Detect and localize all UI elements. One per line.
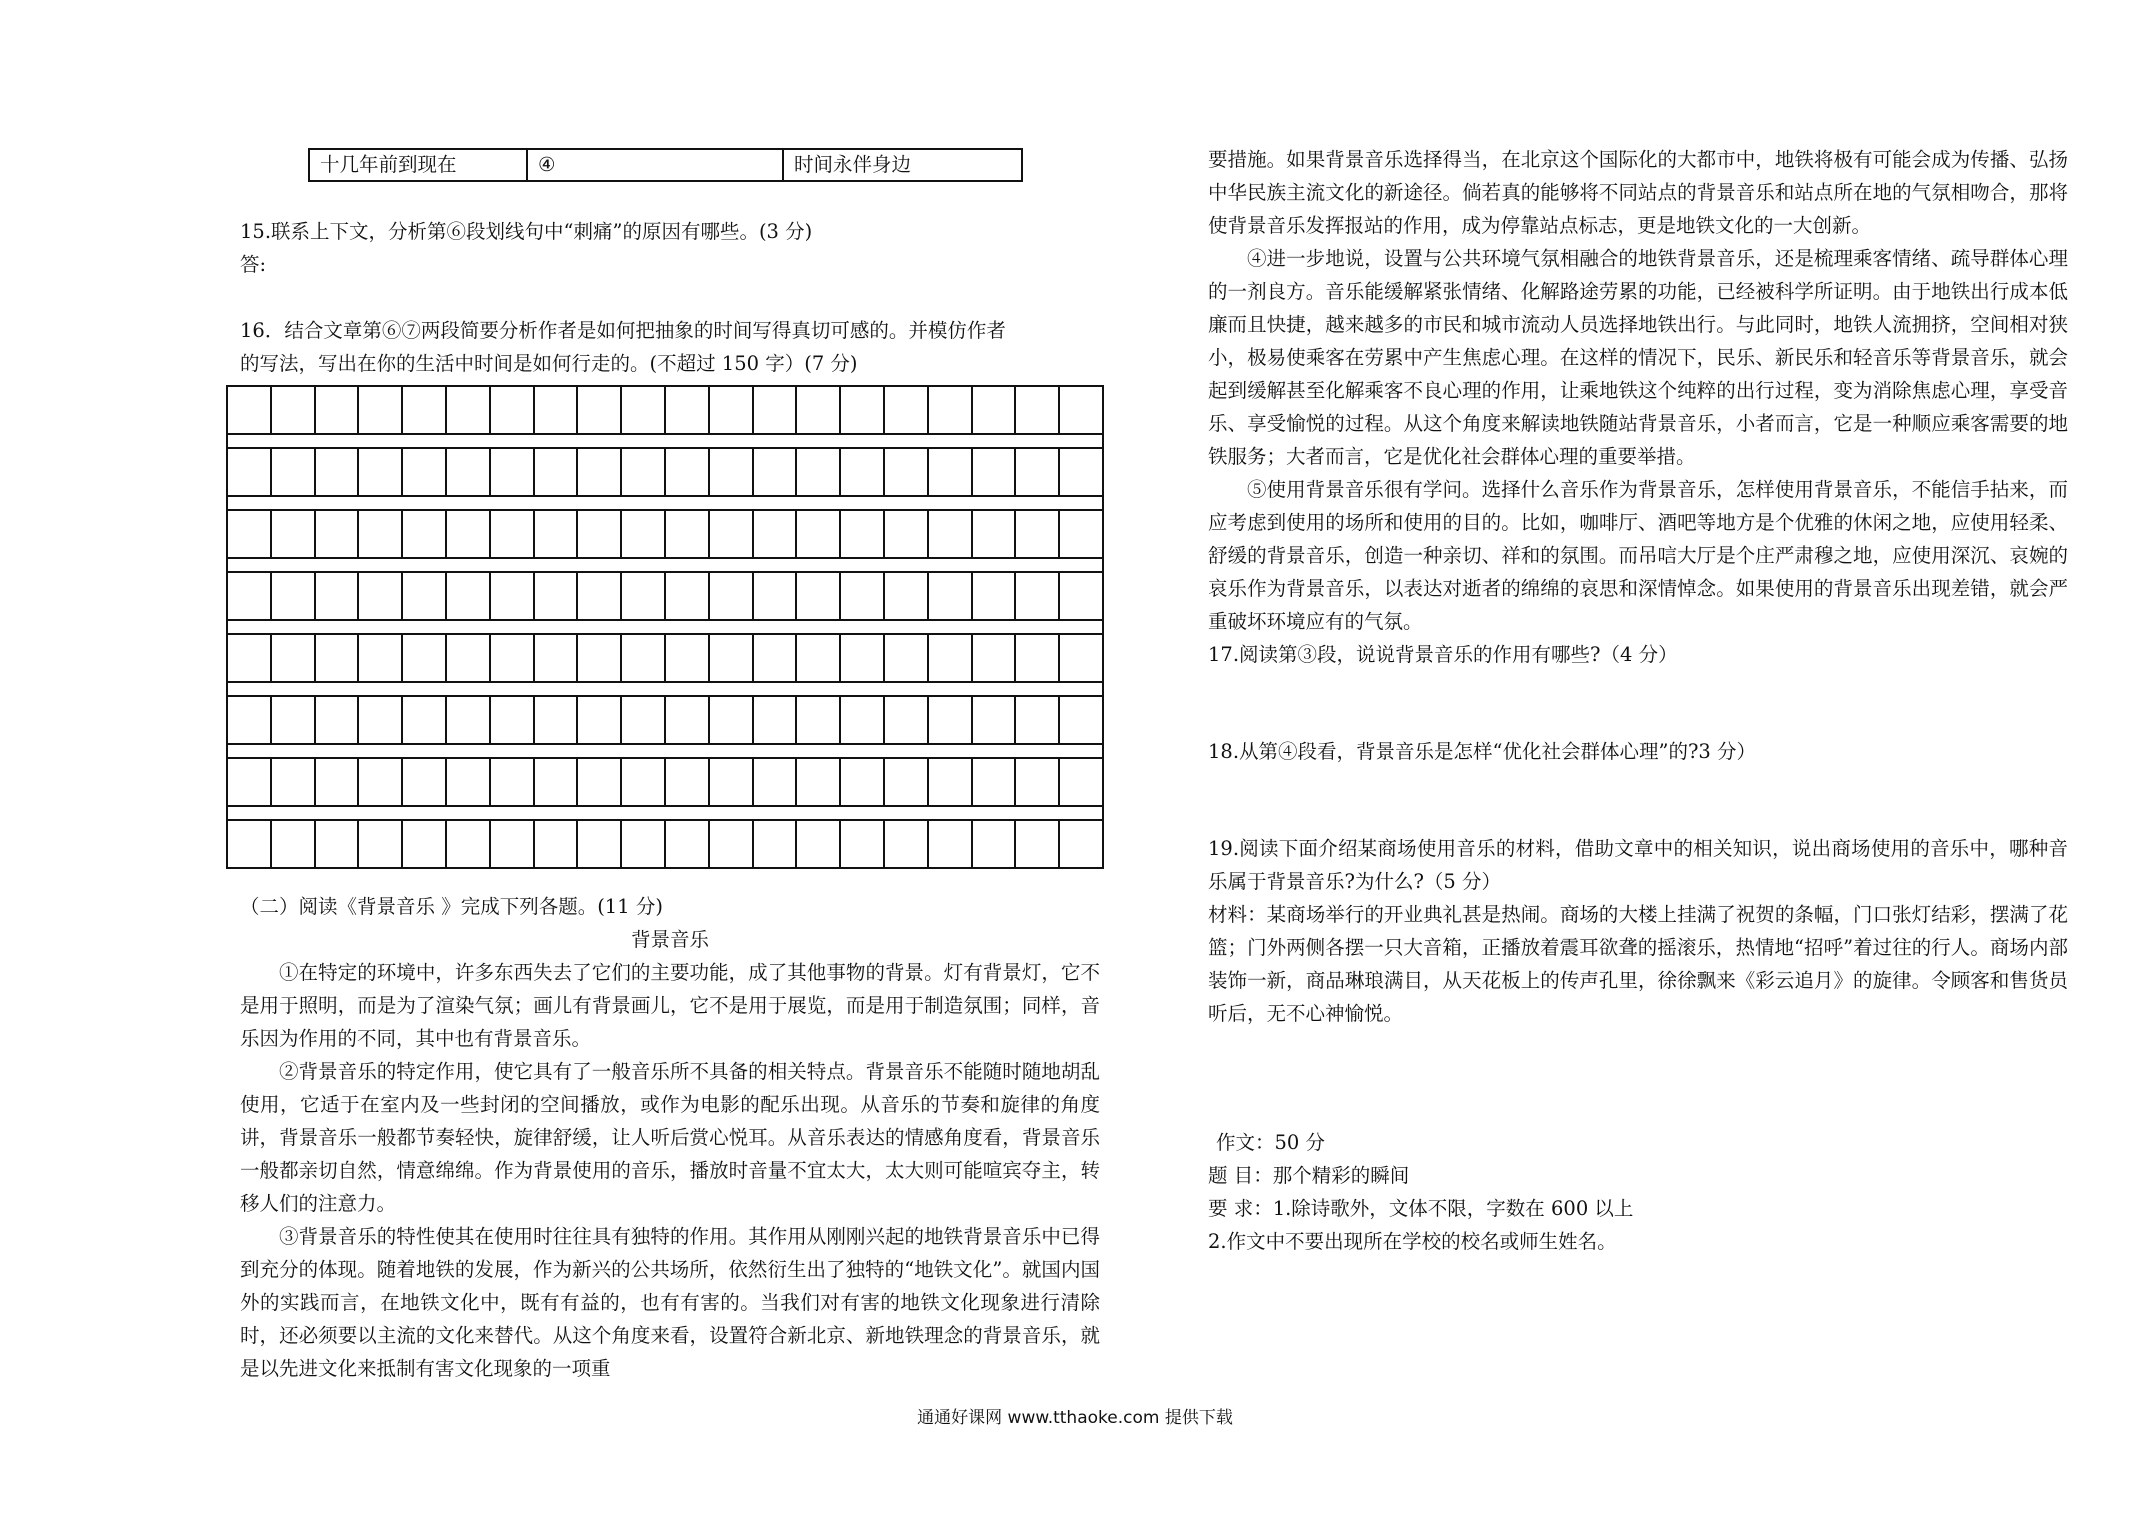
grid-cell[interactable] [316,759,360,805]
grid-cell[interactable] [797,449,841,495]
section-2-heading: （二）阅读《背景音乐 》完成下列各题。(11 分) [240,895,663,918]
grid-row [226,757,1104,805]
grid-cell[interactable] [885,573,929,619]
grid-cell[interactable] [1016,511,1060,557]
grid-cell[interactable] [754,449,798,495]
grid-cell[interactable] [710,387,754,433]
grid-cell[interactable] [885,759,929,805]
grid-cell[interactable] [535,759,579,805]
grid-cell[interactable] [491,449,535,495]
grid-cell[interactable] [403,573,447,619]
grid-cell[interactable] [841,573,885,619]
writing-grid[interactable] [226,385,1104,869]
grid-cell[interactable] [447,821,491,867]
grid-cell[interactable] [666,387,710,433]
grid-cell[interactable] [797,387,841,433]
grid-cell[interactable] [710,511,754,557]
grid-cell[interactable] [841,759,885,805]
grid-cell[interactable] [359,759,403,805]
footer-credit: 通通好课网 www.tthaoke.com 提供下载 [917,1408,1233,1428]
grid-cell[interactable] [447,697,491,743]
grid-cell[interactable] [1060,759,1102,805]
paragraph-1: ①在特定的环境中，许多东西失去了它们的主要功能，成了其他事物的背景。灯有背景灯，它不是用于照明，而是为了渲染气氛；画儿有背景画儿，它不是用于展览，而是用于制造氛围；同样，音乐因为作用的不同，其中也有背景音乐。 [240,961,1100,1050]
grid-cell[interactable] [1016,697,1060,743]
grid-cell[interactable] [754,511,798,557]
grid-cell[interactable] [359,635,403,681]
grid-cell[interactable] [754,387,798,433]
grid-cell[interactable] [710,449,754,495]
grid-row [226,819,1104,867]
grid-cell[interactable] [228,387,272,433]
grid-cell[interactable] [841,449,885,495]
grid-cell[interactable] [1060,449,1102,495]
grid-cell[interactable] [272,697,316,743]
grid-cell[interactable] [359,697,403,743]
grid-cell[interactable] [885,449,929,495]
grid-cell[interactable] [929,759,973,805]
grid-cell[interactable] [403,449,447,495]
grid-spacer [226,619,1104,633]
answer-label: 答: [240,253,267,276]
grid-cell[interactable] [403,635,447,681]
grid-cell[interactable] [272,573,316,619]
grid-cell[interactable] [666,697,710,743]
grid-cell[interactable] [272,449,316,495]
grid-cell[interactable] [622,387,666,433]
grid-cell[interactable] [666,635,710,681]
grid-cell[interactable] [228,759,272,805]
grid-cell[interactable] [973,759,1017,805]
grid-cell[interactable] [578,511,622,557]
grid-cell[interactable] [841,821,885,867]
grid-cell[interactable] [797,697,841,743]
grid-cell[interactable] [666,759,710,805]
grid-cell[interactable] [272,759,316,805]
grid-cell[interactable] [754,821,798,867]
grid-cell[interactable] [622,821,666,867]
grid-cell[interactable] [710,697,754,743]
grid-cell[interactable] [929,821,973,867]
grid-cell[interactable] [797,821,841,867]
table-cell: 时间永伴身边 [783,149,1022,181]
grid-row [226,571,1104,619]
grid-cell[interactable] [885,635,929,681]
grid-cell[interactable] [228,697,272,743]
grid-cell[interactable] [272,635,316,681]
grid-cell[interactable] [1016,449,1060,495]
right-column [1208,143,2068,1258]
grid-cell[interactable] [316,449,360,495]
table-cell: 十几年前到现在 [309,149,527,181]
grid-cell[interactable] [1016,759,1060,805]
grid-cell[interactable] [403,387,447,433]
grid-cell[interactable] [403,821,447,867]
grid-cell[interactable] [1016,821,1060,867]
grid-cell[interactable] [316,511,360,557]
grid-cell[interactable] [578,821,622,867]
grid-cell[interactable] [973,573,1017,619]
grid-cell[interactable] [578,697,622,743]
grid-cell[interactable] [359,821,403,867]
grid-cell[interactable] [578,759,622,805]
grid-cell[interactable] [1060,573,1102,619]
grid-cell[interactable] [578,635,622,681]
grid-cell[interactable] [622,759,666,805]
question-19: 19.阅读下面介绍某商场使用音乐的材料，借助文章中的相关知识，说出商场使用的音乐中，哪种音乐属于背景音乐?为什么?（5 分） [1208,837,2068,893]
question-16-line2: 的写法，写出在你的生活中时间是如何行走的。(不超过 150 字）(7 分) [240,352,858,375]
grid-spacer [226,681,1104,695]
grid-cell[interactable] [403,511,447,557]
grid-cell[interactable] [447,387,491,433]
grid-row [226,447,1104,495]
paragraph-3-continued: 要措施。如果背景音乐选择得当，在北京这个国际化的大都市中，地铁将极有可能会成为传播、弘扬中华民族主流文化的新途径。倘若真的能够将不同站点的背景音乐和站点所在地的气氛相吻合，那将使背景音乐发挥报站的作用，成为停靠站点标志，更是地铁文化的一大创新。 [1208,148,2068,237]
grid-cell[interactable] [272,511,316,557]
grid-spacer [226,495,1104,509]
grid-cell[interactable] [272,821,316,867]
grid-cell[interactable] [491,511,535,557]
grid-cell[interactable] [535,573,579,619]
essay-requirement-1: 要 求：1.除诗歌外，文体不限，字数在 600 以上 [1208,1197,1634,1220]
grid-cell[interactable] [929,387,973,433]
grid-cell[interactable] [228,573,272,619]
grid-cell[interactable] [885,387,929,433]
essay-title: 题 目：那个精彩的瞬间 [1208,1164,1410,1187]
material-text: 材料：某商场举行的开业典礼甚是热闹。商场的大楼上挂满了祝贺的条幅，门口张灯结彩，摆满了花篮；门外两侧各摆一只大音箱，正播放着震耳欲聋的摇滚乐，热情地“招呼”着过往的行人。商场内部装饰一新，商品琳琅满目，从天花板上的传声孔里，徐徐飘来《彩云追月》的旋律。令顾客和售货员听后，无不心神愉悦。 [1208,903,2068,1025]
grid-cell[interactable] [578,387,622,433]
grid-cell[interactable] [929,573,973,619]
question-15 [240,215,1100,281]
grid-cell[interactable] [754,759,798,805]
top-table [308,148,1023,182]
grid-cell[interactable] [1060,635,1102,681]
grid-cell[interactable] [447,573,491,619]
grid-cell[interactable] [841,697,885,743]
grid-spacer [226,743,1104,757]
grid-cell[interactable] [973,511,1017,557]
grid-cell[interactable] [666,573,710,619]
grid-cell[interactable] [359,511,403,557]
grid-row [226,385,1104,433]
paragraph-4: ④进一步地说，设置与公共环境气氛相融合的地铁背景音乐，还是梳理乘客情绪、疏导群体心理的一剂良方。音乐能缓解紧张情绪、化解路途劳累的功能，已经被科学所证明。由于地铁出行成本低廉而且快捷，越来越多的市民和城市流动人员选择地铁出行。与此同时，地铁人流拥挤，空间相对狭小，极易使乘客在劳累中产生焦虑心理。在这样的情况下，民乐、新民乐和轻音乐等背景音乐，就会起到缓解甚至化解乘客不良心理的作用，让乘地铁这个纯粹的出行过程，变为消除焦虑心理，享受音乐、享受愉悦的过程。从这个角度来解读地铁随站背景音乐，小者而言，它是一种顺应乘客需要的地铁服务；大者而言，它是优化社会群体心理的重要举措。 [1208,247,2068,468]
grid-cell[interactable] [710,573,754,619]
grid-cell[interactable] [754,573,798,619]
grid-cell[interactable] [316,635,360,681]
grid-cell[interactable] [316,821,360,867]
grid-cell[interactable] [535,387,579,433]
grid-cell[interactable] [491,387,535,433]
grid-cell[interactable] [622,697,666,743]
grid-cell[interactable] [272,387,316,433]
grid-cell[interactable] [447,635,491,681]
grid-cell[interactable] [841,387,885,433]
grid-cell[interactable] [754,635,798,681]
question-15-text: 15.联系上下文，分析第⑥段划线句中“刺痛”的原因有哪些。(3 分) [240,220,813,243]
grid-spacer [226,557,1104,571]
grid-cell[interactable] [491,759,535,805]
grid-cell[interactable] [973,821,1017,867]
paragraph-5: ⑤使用背景音乐很有学问。选择什么音乐作为背景音乐，怎样使用背景音乐，不能信手拈来，而应考虑到使用的场所和使用的目的。比如，咖啡厅、酒吧等地方是个优雅的休闲之地，应使用轻柔、舒缓的背景音乐，创造一种亲切、祥和的氛围。而吊唁大厅是个庄严肃穆之地，应使用深沉、哀婉的哀乐作为背景音乐，以表达对逝者的绵绵的哀思和深情悼念。如果使用的背景音乐出现差错，就会严重破坏环境应有的气氛。 [1208,478,2068,633]
grid-cell[interactable] [535,449,579,495]
grid-row [226,695,1104,743]
grid-cell[interactable] [885,821,929,867]
grid-cell[interactable] [403,697,447,743]
essay-score: 作文：50 分 [1216,1131,1326,1154]
grid-row [226,509,1104,557]
grid-cell[interactable] [491,635,535,681]
grid-cell[interactable] [666,821,710,867]
question-16 [240,314,1100,380]
question-16-line1: 16．结合文章第⑥⑦两段简要分析作者是如何把抽象的时间写得真切可感的。并模仿作者 [240,319,1006,342]
grid-cell[interactable] [929,635,973,681]
grid-cell[interactable] [1016,635,1060,681]
grid-cell[interactable] [710,635,754,681]
question-17: 17.阅读第③段，说说背景音乐的作用有哪些?（4 分） [1208,643,1678,666]
question-18: 18.从第④段看，背景音乐是怎样“优化社会群体心理”的?3 分） [1208,740,1757,763]
grid-cell[interactable] [228,449,272,495]
grid-cell[interactable] [447,449,491,495]
grid-cell[interactable] [359,573,403,619]
grid-cell[interactable] [885,697,929,743]
grid-cell[interactable] [929,511,973,557]
grid-cell[interactable] [1060,821,1102,867]
grid-cell[interactable] [1016,387,1060,433]
grid-cell[interactable] [797,759,841,805]
grid-cell[interactable] [535,635,579,681]
grid-cell[interactable] [666,449,710,495]
grid-cell[interactable] [841,635,885,681]
grid-cell[interactable] [885,511,929,557]
grid-spacer [226,433,1104,447]
grid-cell[interactable] [1060,697,1102,743]
grid-cell[interactable] [535,821,579,867]
grid-cell[interactable] [491,697,535,743]
article-title: 背景音乐 [630,928,709,951]
grid-cell[interactable] [841,511,885,557]
grid-cell[interactable] [359,449,403,495]
grid-spacer [226,805,1104,819]
grid-cell[interactable] [535,511,579,557]
grid-cell[interactable] [491,821,535,867]
grid-cell[interactable] [973,449,1017,495]
grid-cell[interactable] [491,573,535,619]
grid-cell[interactable] [578,573,622,619]
grid-cell[interactable] [797,573,841,619]
grid-cell[interactable] [929,449,973,495]
grid-cell[interactable] [316,387,360,433]
grid-cell[interactable] [316,697,360,743]
paragraph-3: ③背景音乐的特性使其在使用时往往具有独特的作用。其作用从刚刚兴起的地铁背景音乐中已得到充分的体现。随着地铁的发展，作为新兴的公共场所，依然衍生出了独特的“地铁文化”。就国内国外的实践而言，在地铁文化中，既有有益的，也有有害的。当我们对有害的地铁文化现象进行清除时，还必须要以主流的文化来替代。从这个角度来看，设置符合新北京、新地铁理念的背景音乐，就是以先进文化来抵制有害文化现象的一项重 [240,1225,1100,1380]
grid-cell[interactable] [797,511,841,557]
grid-cell[interactable] [622,449,666,495]
grid-cell[interactable] [1060,387,1102,433]
grid-cell[interactable] [535,697,579,743]
table-cell: ④ [527,149,783,181]
grid-cell[interactable] [403,759,447,805]
grid-cell[interactable] [228,821,272,867]
grid-cell[interactable] [447,511,491,557]
grid-cell[interactable] [1060,511,1102,557]
grid-cell[interactable] [710,821,754,867]
section-2 [240,890,1100,1385]
grid-cell[interactable] [622,511,666,557]
grid-cell[interactable] [228,511,272,557]
grid-cell[interactable] [447,759,491,805]
grid-cell[interactable] [316,573,360,619]
grid-cell[interactable] [666,511,710,557]
paragraph-2: ②背景音乐的特定作用，使它具有了一般音乐所不具备的相关特点。背景音乐不能随时随地胡乱使用，它适于在室内及一些封闭的空间播放，或作为电影的配乐出现。从音乐的节奏和旋律的角度讲，背景音乐一般都节奏轻快，旋律舒缓，让人听后赏心悦耳。从音乐表达的情感角度看，背景音乐一般都亲切自然，情意绵绵。作为背景使用的音乐，播放时音量不宜太大，太大则可能喧宾夺主，转移人们的注意力。 [240,1060,1100,1215]
grid-cell[interactable] [228,635,272,681]
grid-cell[interactable] [622,573,666,619]
table-row [309,149,1022,181]
grid-cell[interactable] [578,449,622,495]
grid-cell[interactable] [797,635,841,681]
grid-cell[interactable] [973,697,1017,743]
grid-cell[interactable] [973,635,1017,681]
grid-cell[interactable] [622,635,666,681]
grid-cell[interactable] [359,387,403,433]
grid-cell[interactable] [973,387,1017,433]
grid-cell[interactable] [710,759,754,805]
grid-bottom-border [226,867,1104,869]
essay-requirement-2: 2.作文中不要出现所在学校的校名或师生姓名。 [1208,1230,1617,1253]
grid-cell[interactable] [929,697,973,743]
grid-cell[interactable] [754,697,798,743]
grid-cell[interactable] [1016,573,1060,619]
grid-row [226,633,1104,681]
